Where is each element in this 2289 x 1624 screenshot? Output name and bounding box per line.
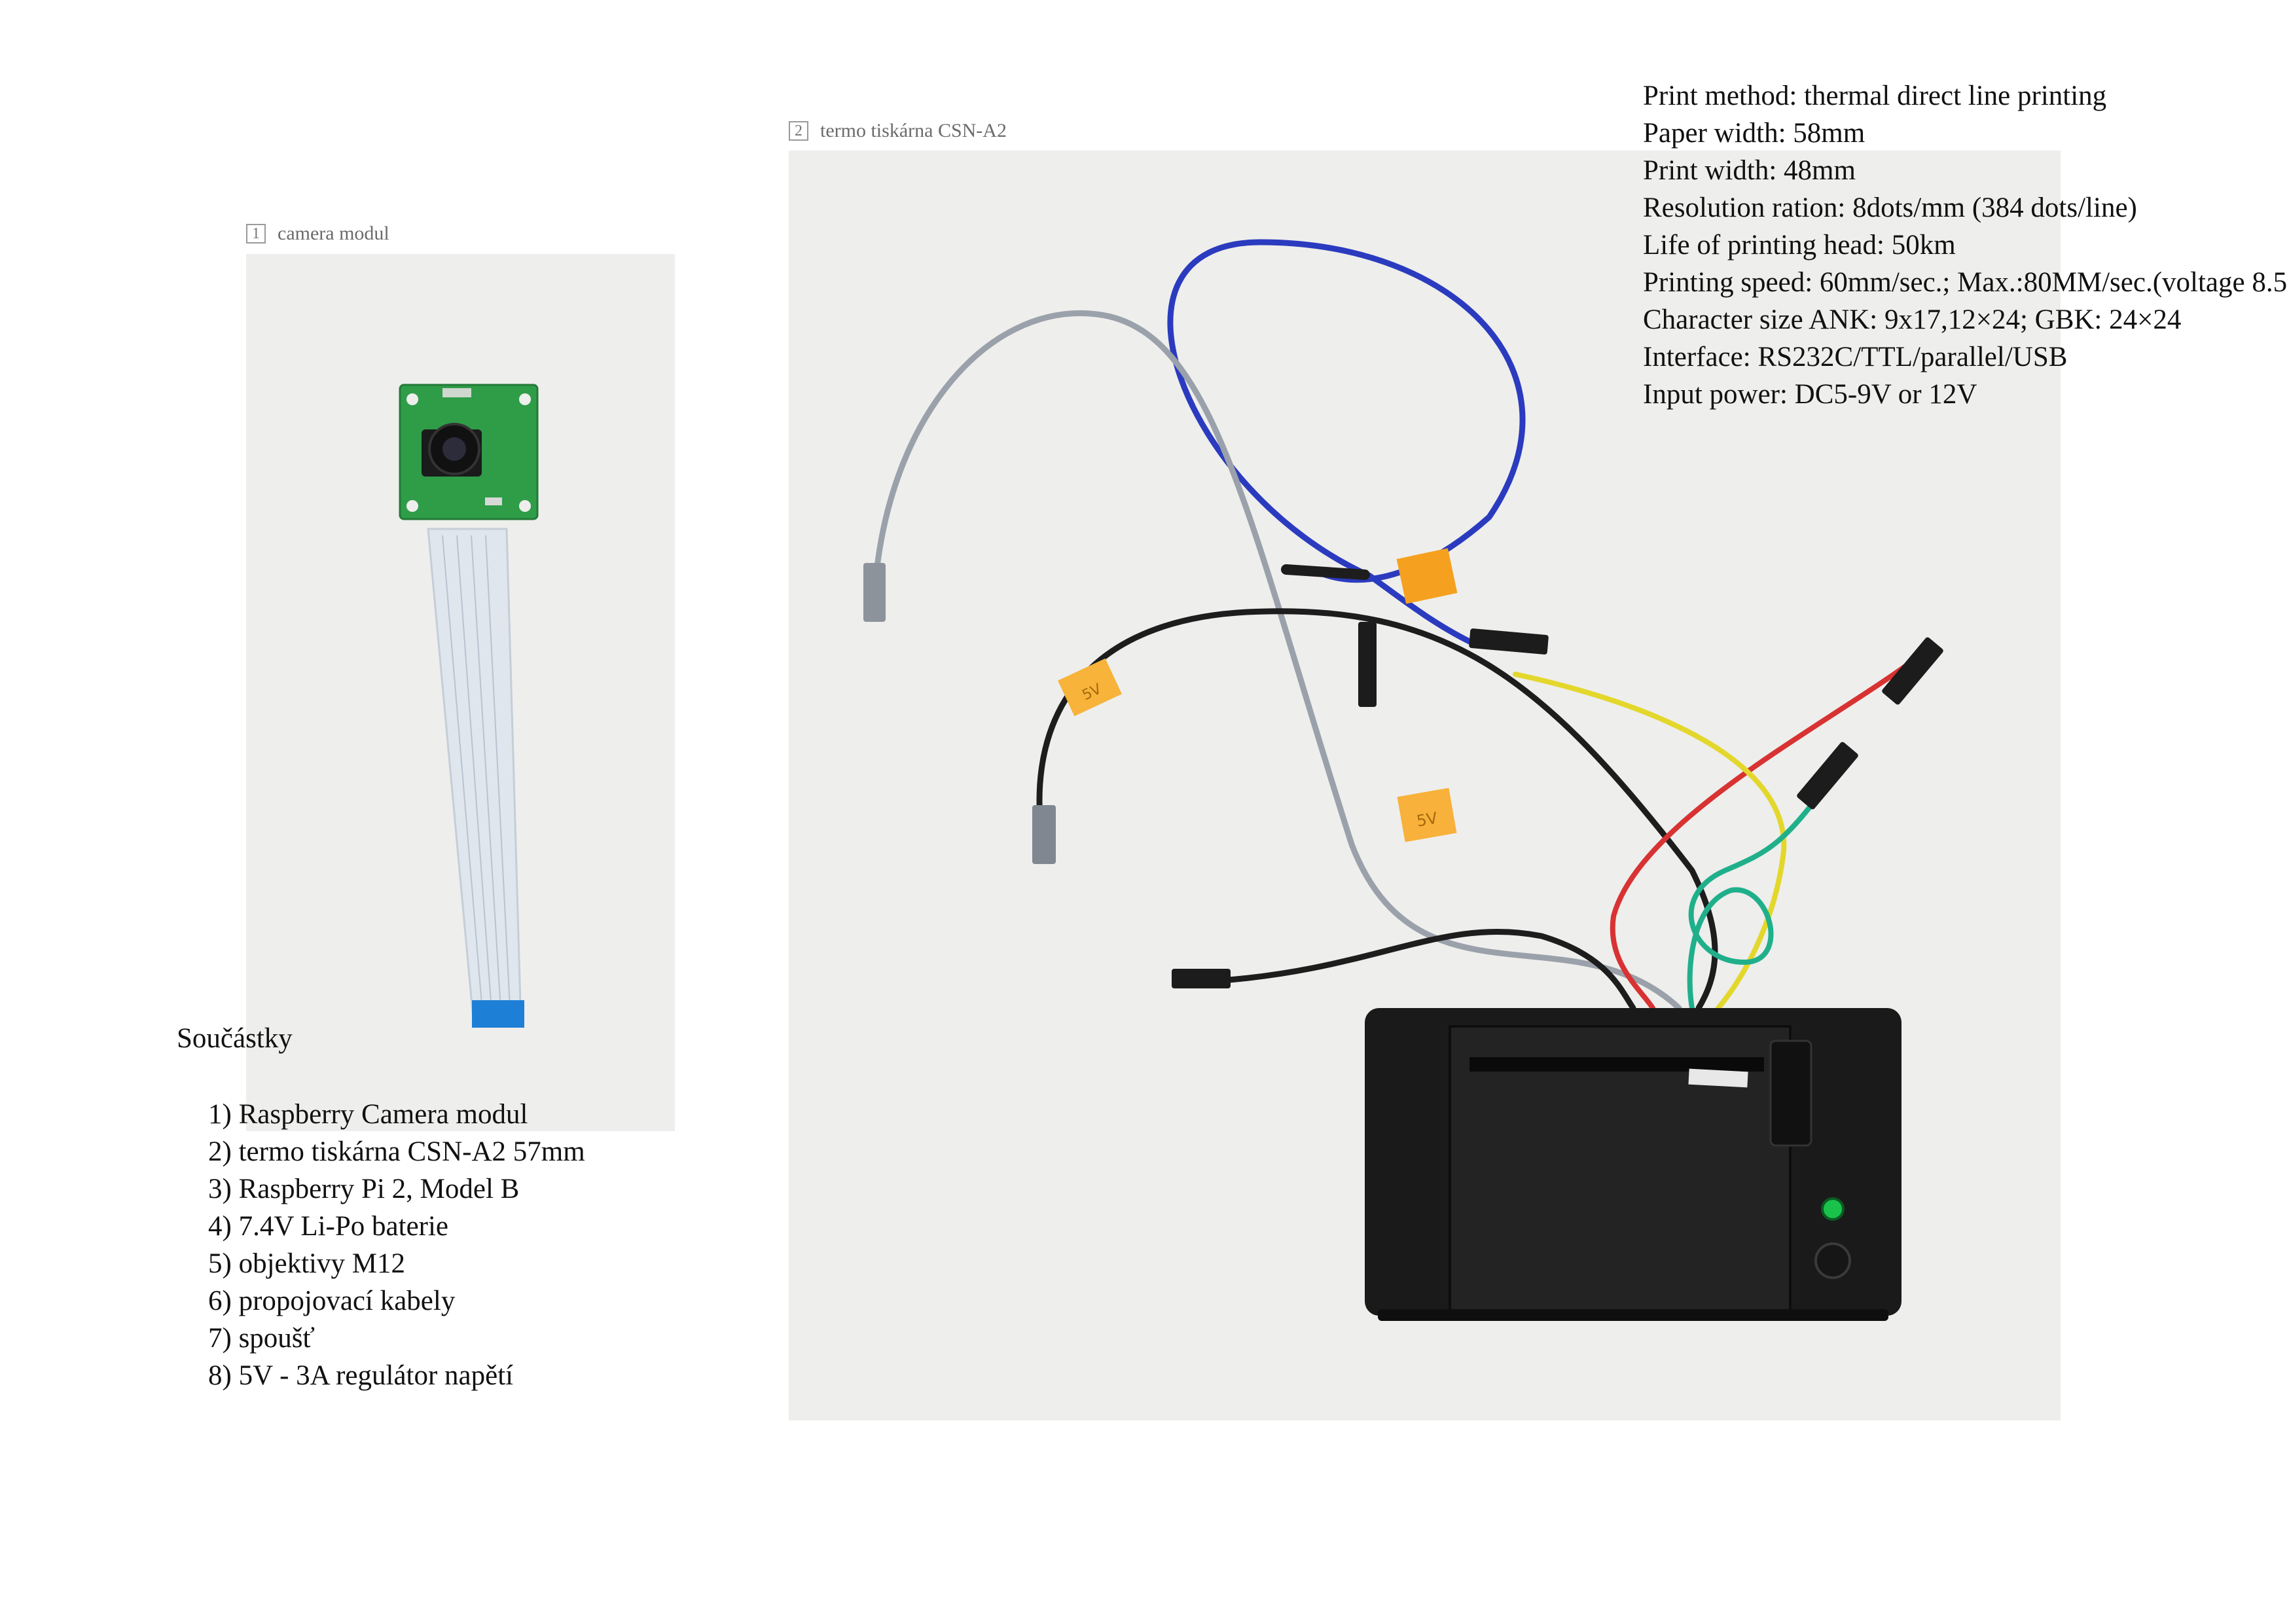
tag-text-5v: 5V [1415, 808, 1439, 831]
camera-module-photo [246, 254, 675, 1131]
camera-module-illustration [246, 254, 675, 1131]
spec-print-width: Print width: 48mm [1643, 155, 1856, 186]
tape-labels [1058, 548, 1457, 842]
figure-caption-printer [789, 120, 1007, 142]
tag-text-5v: 5V [1079, 681, 1104, 704]
figure-caption-camera [246, 223, 389, 245]
grey-wire [874, 314, 1679, 1008]
parts-list-item: 6) propojovací kabely [208, 1286, 456, 1316]
parts-list-item: 2) termo tiskárna CSN-A2 57mm [208, 1136, 585, 1167]
paper-feed-lever [1771, 1041, 1811, 1146]
figure-label: termo tiskárna CSN-A2 [820, 120, 1007, 141]
paper-slot [1469, 1057, 1764, 1072]
figure-label: camera modul [278, 223, 389, 244]
orange-tag [1397, 548, 1458, 604]
spec-printing-speed: Printing speed: 60mm/sec.; Max.:80MM/sec.(voltage 8.5 [1643, 267, 2288, 298]
black-wire-2 [1221, 931, 1633, 1008]
parts-list-item: 3) Raspberry Pi 2, Model B [208, 1174, 520, 1204]
parts-list [208, 1096, 585, 1394]
printer-specifications [1643, 77, 2287, 413]
parts-list-item: 8) 5V - 3A regulátor napětí [208, 1360, 514, 1391]
ribbon-connector-blue [472, 1000, 524, 1028]
spec-paper-width: Paper width: 58mm [1643, 118, 1865, 149]
status-led-icon [1822, 1199, 1843, 1219]
spec-character-size: Character size ANK: 9x17,12×24; GBK: 24×24 [1643, 304, 2182, 335]
feed-button-icon [1816, 1244, 1850, 1278]
figure-number: 2 [789, 121, 808, 141]
parts-list-item: 7) spoušť [208, 1323, 315, 1354]
parts-list-item: 5) objektivy M12 [208, 1248, 405, 1279]
parts-list-item: 4) 7.4V Li-Po baterie [208, 1211, 449, 1242]
spec-head-life: Life of printing head: 50km [1643, 230, 1956, 261]
spec-print-method: Print method: thermal direct line printing [1643, 81, 2107, 111]
spec-interface: Interface: RS232C/TTL/parallel/USB [1643, 342, 2068, 372]
parts-title: Součástky [177, 1023, 293, 1054]
figure-number: 1 [246, 224, 266, 244]
printer-body [1365, 1008, 1901, 1321]
spec-input-power: Input power: DC5-9V or 12V [1643, 379, 1977, 410]
parts-list-item: 1) Raspberry Camera modul [208, 1099, 528, 1130]
blue-wire [1170, 242, 1523, 580]
spec-resolution: Resolution ration: 8dots/mm (384 dots/line) [1643, 192, 2137, 223]
